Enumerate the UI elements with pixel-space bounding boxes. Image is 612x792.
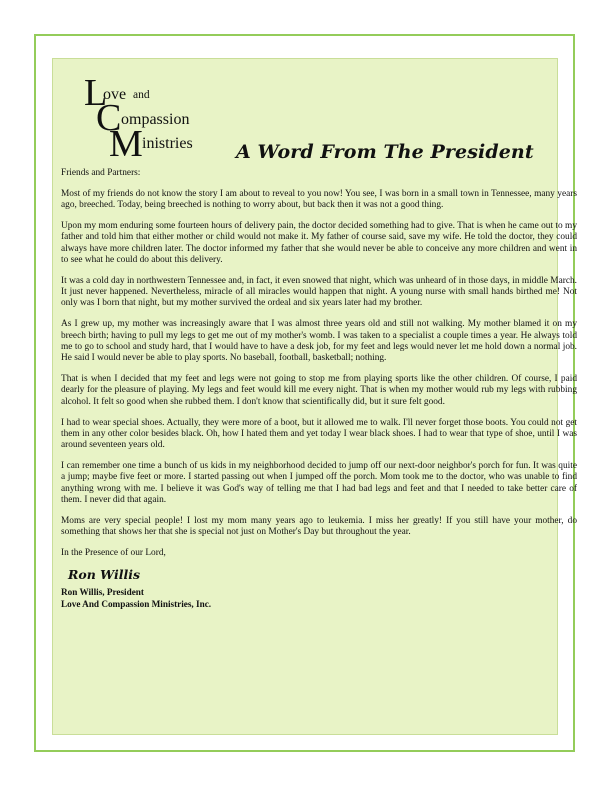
logo-word-and: and — [133, 89, 150, 101]
paragraph-2: Upon my mom enduring some fourteen hours of delivery pain, the doctor decided something had to give. That is when he came out to my father and told him that either mother or child would not make it. My father of course said, save my wife. He told the doctor, they could always have more children later. The doctor informed my father that she would never be able to conceive any more children and went in to see what he could do about this delivery. — [61, 221, 577, 265]
logo-word-love: ove — [103, 86, 127, 103]
logo-initial-m: M — [109, 123, 143, 165]
logo-word-ministries: inistries — [142, 135, 193, 152]
paragraph-4: As I grew up, my mother was increasingly aware that I was almost three years old and still not walking. My mother blamed it on my breech birth; having to pull my legs to get me out of my mother's womb. I was taken to a specialist a couple times a year. He always told me to go to school and study hard, that I would have to have a desk job, for my feet and legs would never let me hold down a normal job. He said I would never be able to play sports. No baseball, football, basketball; nothing. — [61, 319, 577, 364]
page-title: A Word From The President — [236, 141, 534, 163]
signer-title: Ron Willis, President — [61, 587, 144, 598]
salutation: Friends and Partners: — [61, 168, 141, 178]
paragraph-3: It was a cold day in northwestern Tennessee and, in fact, it even snowed that night, which was unheard of in those days, in middle March. It just never happened. Nevertheless, miracle of all miracles would happen that night. A young nurse with small hands birthed me! Not only was I born that night, but my mother survived the ordeal and six years later had my brother. — [61, 275, 577, 309]
paragraph-5: That is when I decided that my feet and legs were not going to stop me from playing sports like the other children. Of course, I paid dearly for the pleasure of playing. My legs and feet would kill me every night. That is when my mother would rub my legs with rubbing alcohol. It felt so good when she rubbed them. I don't know that scientifically did, but it sure felt good. — [61, 374, 577, 407]
logo-word-compassion: ompassion — [121, 111, 190, 128]
ministry-logo — [80, 74, 240, 164]
letter-body — [61, 168, 577, 610]
paragraph-6: I had to wear special shoes. Actually, they were more of a boot, but it allowed me to walk. I'll never forget those boots. You could not get them in any other color besides black. Oh, how I hated them and yet today I wear black shoes. I had to wear that type of shoe, until I was around seventeen years old. — [61, 417, 577, 451]
paragraph-8: Moms are very special people! I lost my mom many years ago to leukemia. I miss her greatly! If you still have your mother, do something that shows her that she is special not just on Mother's Day but throughout the year. — [61, 515, 577, 538]
logo-initial-l: L — [84, 72, 108, 114]
paragraph-1: Most of my friends do not know the story I am about to reveal to you now! You see, I was born in a small town in Tennessee, many years ago, breeched. Today, being breeched is nothing to worry about, but back then it was not a good thing. — [61, 188, 577, 211]
paragraph-7: I can remember one time a bunch of us kids in my neighborhood decided to jump off our next-door neighbor's porch for fun. It was quite a jump; maybe five feet or more. I started passing out when I jumped off the porch. Mom took me to the doctor, who was unable to find anything wrong with me. I believe it was God's way of telling me that I had bad legs and feet and that I needed to take better care of them. I never did that again. — [61, 461, 577, 505]
signature: Ron Willis — [68, 567, 141, 583]
organization-name: Love And Compassion Ministries, Inc. — [61, 598, 212, 609]
closing-line: In the Presence of our Lord, — [61, 548, 166, 559]
logo-initial-c: C — [96, 97, 122, 139]
